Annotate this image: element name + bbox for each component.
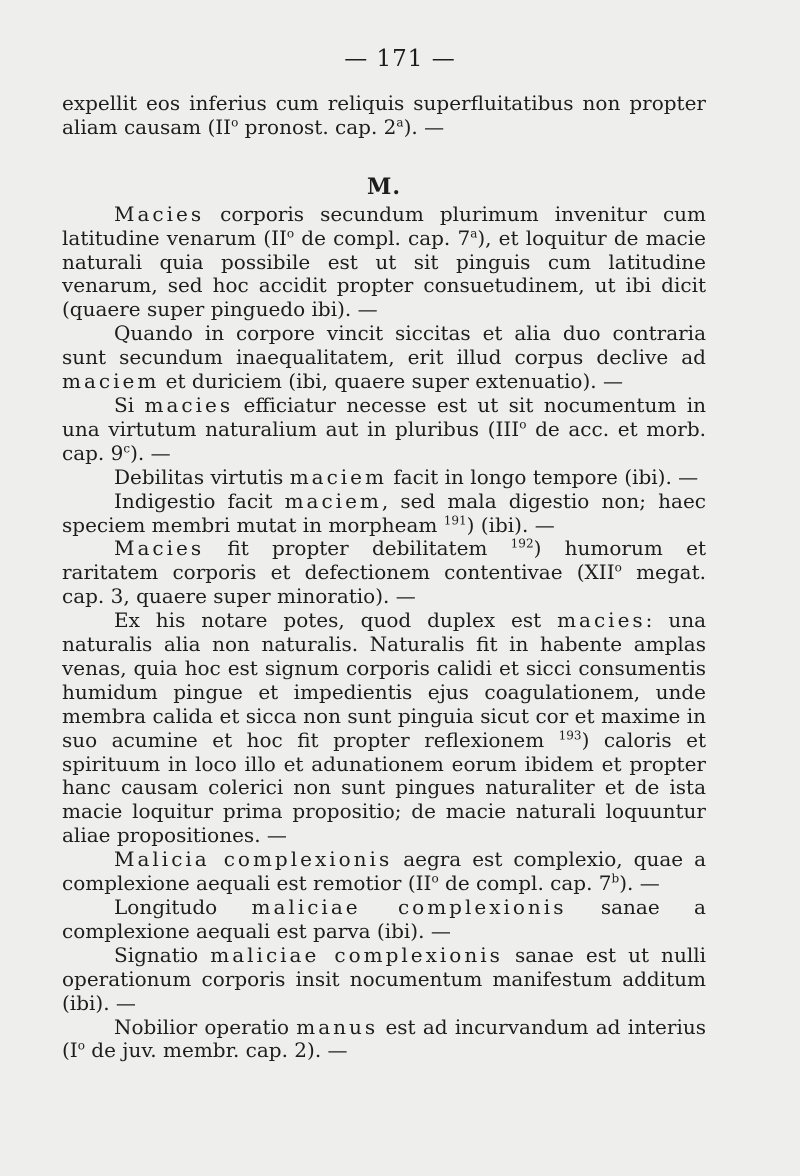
entry-text: Longitudo bbox=[114, 895, 252, 919]
entry-term: macies bbox=[144, 392, 234, 417]
entry-paragraph bbox=[62, 466, 706, 490]
entry-text: efficiatur necesse est ut sit nocumentum in una virtutum naturalium aut in pluribus (III bbox=[62, 392, 706, 441]
entry-text: Indigestio facit bbox=[114, 488, 285, 513]
entry-paragraph bbox=[62, 1016, 706, 1064]
entry-paragraph bbox=[62, 896, 706, 944]
entry-paragraph bbox=[62, 203, 706, 323]
entry-text: Debilitas virtutis bbox=[114, 464, 290, 489]
entry-term: maliciae complexionis bbox=[210, 942, 503, 967]
intro-text: expellit eos inferius cum reliquis superfluitatibus non propter aliam causam (II bbox=[62, 91, 706, 139]
entry-text: facit in longo tempore (ibi). — bbox=[386, 464, 699, 489]
entry-term: manus bbox=[296, 1014, 379, 1039]
entry-text: corporis secundum plurimum invenitur cum latitudine venarum (II bbox=[62, 201, 706, 250]
entry-term: Macies bbox=[114, 201, 205, 226]
entry-text: est ad incurvandum ad interius (I bbox=[62, 1014, 706, 1063]
superscript: a bbox=[396, 115, 404, 130]
entry-paragraph bbox=[62, 322, 706, 394]
entry-text: Quando in corpore vincit siccitas et alia duo contraria sunt secundum inaequalitatem, erit illud corpus declive ad bbox=[62, 321, 706, 370]
superscript: o bbox=[431, 871, 439, 886]
entry-term: macies bbox=[557, 608, 646, 633]
intro-text: ). — bbox=[403, 114, 445, 139]
entry-text: ). — bbox=[619, 871, 660, 896]
entry-term: Macies bbox=[114, 536, 205, 561]
entry-text: de compl. cap. 7 bbox=[294, 225, 471, 250]
entry-text: et duriciem (ibi, quaere super extenuatio). — bbox=[159, 369, 623, 394]
entry-text: aegra est complexio, quae a complexione aequali est remotior (II bbox=[62, 847, 706, 896]
entry-text: Ex his notare potes, quod duplex est bbox=[114, 608, 558, 633]
entry-text: Si bbox=[114, 392, 145, 417]
superscript: o bbox=[286, 225, 295, 240]
entry-text: Signatio bbox=[114, 942, 211, 967]
footnote-reference: 191 bbox=[443, 512, 467, 527]
entry-paragraph bbox=[62, 609, 706, 848]
entry-term: maliciae complexionis bbox=[251, 895, 567, 919]
intro-text: pronost. cap. 2 bbox=[238, 114, 397, 139]
entry-paragraph bbox=[62, 944, 706, 1016]
superscript: a bbox=[470, 225, 478, 240]
entry-paragraph bbox=[62, 537, 706, 609]
entry-term: maciem bbox=[284, 488, 382, 513]
entry-text: : una naturalis alia non naturalis. Naturalis fit in habente amplas venas, quia hoc est signum corporis calidi et sicci consumentis humidum pingue et impedientis ejus coagulationem, unde membra calida et sicca non sunt pinguia sicut cor et maxime in suo acumine et hoc fit propter reflexionem bbox=[62, 608, 707, 752]
superscript: o bbox=[77, 1038, 85, 1053]
entry-paragraph bbox=[62, 394, 706, 466]
entry-text: megat. cap. 3, quaere super minoratio). — bbox=[62, 560, 707, 609]
entry-text: de acc. et morb. cap. 9 bbox=[62, 416, 706, 465]
entry-text: ) (ibi). — bbox=[466, 512, 555, 537]
entry-term: maciem bbox=[289, 464, 387, 489]
entry-text: sanae est ut nulli operationum corporis insit nocumentum manifestum additum (ibi). — bbox=[62, 942, 707, 1015]
superscript: o bbox=[519, 417, 527, 432]
entry-text: ) caloris et spirituum in loco illo et adunationem eorum ibidem et propter hanc causam colerici non sunt pingues naturaliter et de ista macie loquitur prima propositio; de macie naturali loquuntur aliae propositiones. — bbox=[62, 727, 706, 848]
entry-text: Nobilior operatio bbox=[114, 1014, 297, 1039]
entry-text: de juv. membr. cap. 2). — bbox=[84, 1038, 348, 1063]
superscript: o bbox=[614, 560, 622, 575]
footnote-reference: 192 bbox=[510, 536, 534, 551]
entry-text: fit propter debilitatem bbox=[204, 536, 511, 561]
entry-text: ). — bbox=[130, 440, 171, 465]
section-heading: M. bbox=[366, 173, 401, 200]
entry-term: maciem bbox=[62, 369, 160, 394]
entry-text: sanae a complexione aequali est parva (ibi). — bbox=[62, 895, 706, 943]
entry-text: , sed mala digestio non; haec speciem membri mutat in morpheam bbox=[62, 488, 706, 537]
entry-paragraph bbox=[62, 848, 706, 896]
page-body bbox=[62, 92, 706, 1063]
page-number: — 171 — bbox=[344, 46, 456, 72]
entry-paragraph bbox=[62, 490, 706, 538]
entry-term: Malicia complexionis bbox=[114, 847, 393, 872]
entry-text: de compl. cap. 7 bbox=[438, 871, 612, 896]
superscript: b bbox=[611, 871, 620, 886]
entry-text: ) humorum et raritatem corporis et defectionem contentivae (XII bbox=[62, 536, 706, 585]
footnote-reference: 193 bbox=[558, 728, 582, 742]
entry-text: ), et loquitur de macie naturali quia possibile est ut sit pinguis cum latitudine venarum, sed hoc accidit propter consuetudinem, ut ibi dicit (quaere super pinguedo ibi). — bbox=[62, 225, 706, 322]
superscript: c bbox=[123, 441, 131, 456]
superscript: o bbox=[231, 115, 239, 130]
intro-paragraph bbox=[62, 92, 706, 140]
